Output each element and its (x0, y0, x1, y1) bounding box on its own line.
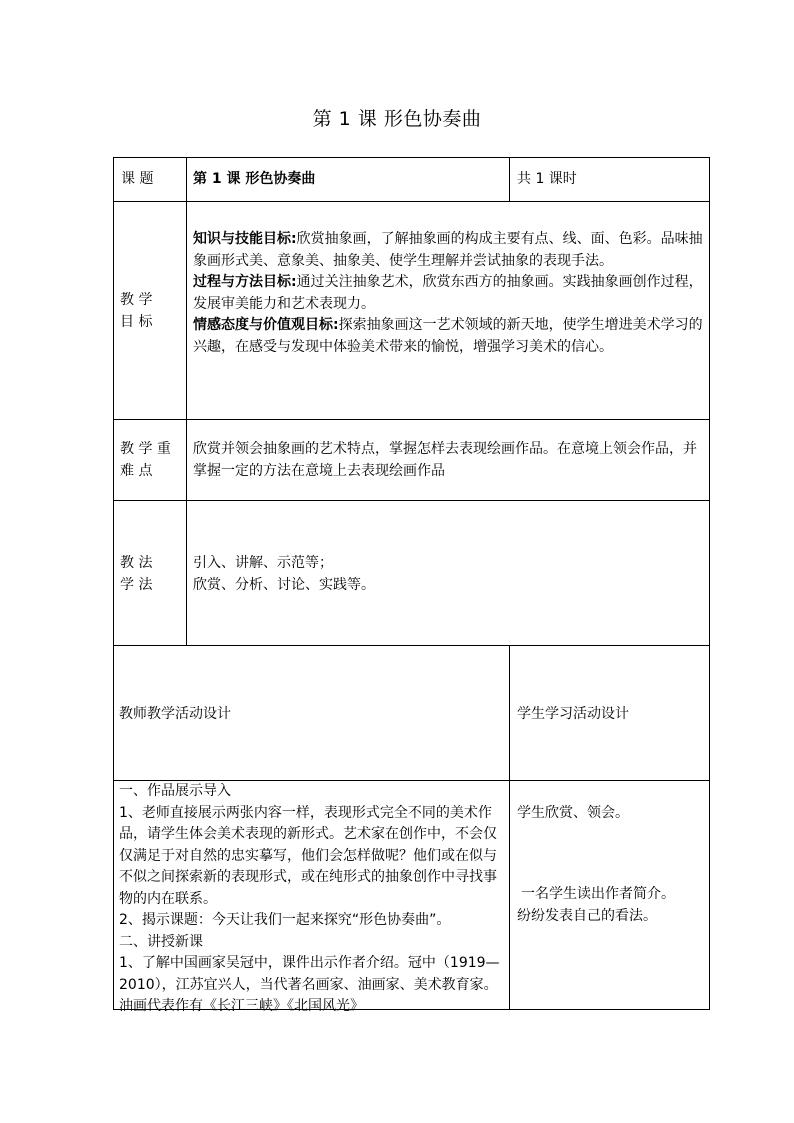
row-divider (113, 645, 710, 646)
goals-label-line2: 目 标 (120, 313, 153, 330)
column-divider (509, 645, 510, 1010)
teacher-activity-header: 教师教学活动设计 (119, 706, 231, 722)
table-border (709, 157, 710, 1010)
activity-paragraph: 1、老师直接展示两张内容一样，表现形式完全不同的美术作品，请学生体会美术表现的新形式。艺术家在创作中，不会仅仅满足于对自然的忠实摹写，他们会怎样做呢？他们或在似与不似之间探索新的表现形式，或在纯形式的抽象创作中寻找事物的内在联系。 (119, 804, 497, 907)
key-points-text: 欣赏并领会抽象画的艺术特点，掌握怎样去表现绘画作品。在意境上领会作品，并掌握一定的方法在意境上去表现绘画作品 (193, 441, 697, 479)
methods-content (193, 553, 705, 596)
column-divider (186, 157, 187, 646)
methods-label-line2: 学 法 (120, 576, 153, 593)
student-activity-2: 一名学生读出作者简介。 (521, 886, 675, 902)
row-divider (113, 419, 710, 420)
row-divider (113, 201, 710, 202)
goal-text: 欣赏抽象画，了解抽象画的构成主要有点、线、面、色彩。品味抽象画形式美、意象美、抽象美、使学生理解并尝试抽象的表现手法。 (193, 231, 703, 269)
activity-paragraph: 1、了解中国画家吴冠中，课件出示作者介绍。冠中（1919—2010），江苏宜兴人，当代著名画家、油画家、美术教育家。油画代表作有《长江三峡》《北国风光》 (119, 955, 500, 1014)
goals-label (120, 290, 180, 333)
goal-text: 探索抽象画这一艺术领域的新天地，使学生增进美术学习的兴趣，在感受与发现中体验美术带来的愉悦，增强学习美术的信心。 (193, 317, 703, 355)
page-title: 第 1 课 形色协奏曲 (312, 108, 482, 130)
topic-label: 课 题 (121, 171, 154, 187)
table-border (113, 157, 710, 158)
row-divider (113, 500, 710, 501)
class-hours: 共 1 课时 (517, 171, 577, 187)
key-points-label (120, 439, 182, 482)
methods-label-line1: 教 法 (120, 555, 153, 571)
student-activity-1: 学生欣赏、领会。 (517, 805, 629, 821)
teacher-activities (119, 781, 505, 1018)
key-points-label-line1: 教 学 重 (120, 441, 171, 457)
column-divider (509, 157, 510, 202)
goal-knowledge (193, 229, 705, 272)
goal-process (193, 272, 705, 315)
topic-value: 第 1 课 形色协奏曲 (193, 171, 316, 187)
learning-methods: 欣赏、分析、讨论、实践等。 (193, 576, 375, 593)
goals-content (193, 229, 705, 358)
goal-heading: 过程与方法目标: (193, 274, 297, 290)
goal-heading: 情感态度与价值观目标: (193, 317, 339, 333)
methods-label (120, 553, 180, 596)
table-border (113, 157, 114, 1010)
teaching-methods: 引入、讲解、示范等； (193, 555, 333, 571)
goal-heading: 知识与技能目标: (193, 231, 297, 247)
activity-section-heading: 一、作品展示导入 (119, 783, 231, 799)
goals-label-line1: 教 学 (120, 292, 153, 308)
student-activity-3: 纷纷发表自己的看法。 (517, 908, 657, 924)
activity-section-heading: 二、讲授新课 (119, 933, 203, 950)
goal-text: 通过关注抽象艺术，欣赏东西方的抽象画。实践抽象画创作过程，发展审美能力和艺术表现力。 (193, 274, 703, 312)
goal-attitude (193, 315, 705, 358)
activity-paragraph: 2、揭示课题：今天让我们一起来探究“形色协奏曲”。 (119, 912, 451, 928)
student-activity-header: 学生学习活动设计 (517, 706, 629, 722)
key-points-label-line2: 难 点 (120, 462, 153, 479)
